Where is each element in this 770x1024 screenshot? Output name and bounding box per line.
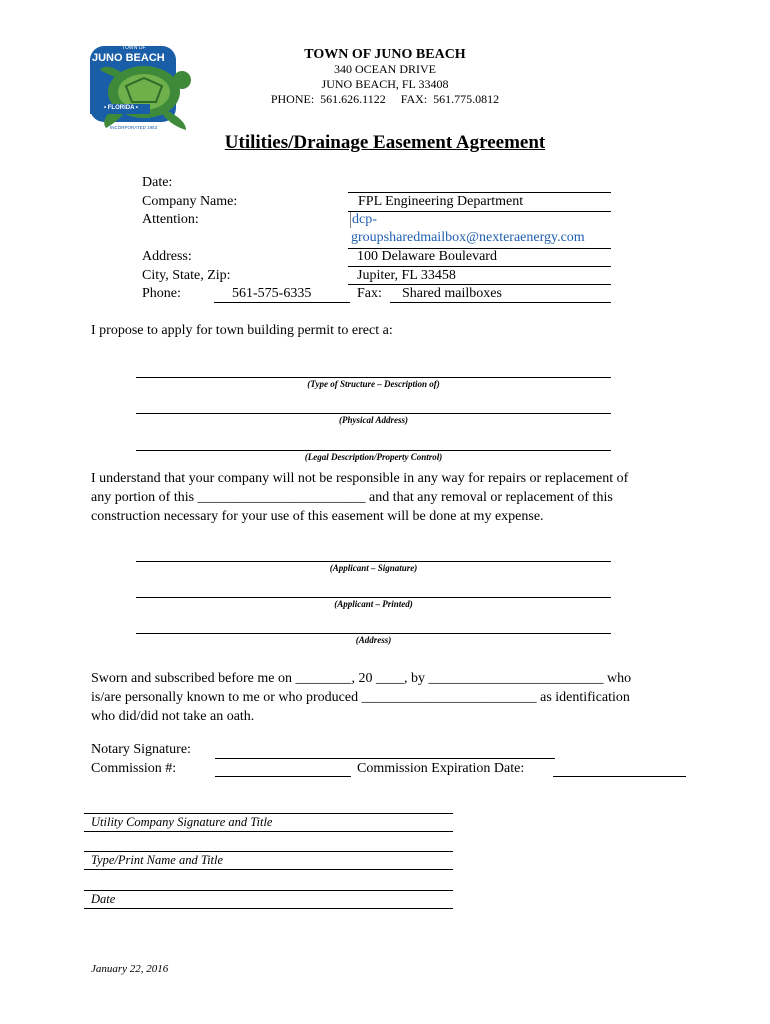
- applicant-address-caption: (Address): [355, 635, 392, 645]
- fax-value[interactable]: Shared mailboxes: [402, 286, 502, 301]
- company-value[interactable]: FPL Engineering Department: [358, 194, 524, 209]
- city-label: City, State, Zip:: [142, 268, 231, 283]
- company-label: Company Name:: [142, 194, 238, 209]
- sworn-line-2: is/are personally known to me or who produced _________________________ as identification: [91, 690, 630, 705]
- logo-incorporated: INCORPORATED 1953: [110, 125, 158, 130]
- sworn-line-3: who did/did not take an oath.: [91, 709, 255, 724]
- legal-caption: (Legal Description/Property Control): [304, 452, 443, 462]
- phone-underline: [214, 302, 350, 303]
- logo-name: JUNO BEACH: [92, 52, 165, 64]
- utility-signature-underline: [84, 831, 453, 832]
- org-name: TOWN OF JUNO BEACH: [304, 47, 466, 62]
- town-logo: [86, 44, 198, 134]
- print-name-line[interactable]: [84, 851, 453, 852]
- applicant-signature-caption: (Applicant – Signature): [329, 563, 418, 573]
- understand-line-3: construction necessary for your use of this easement will be done at my expense.: [91, 509, 544, 524]
- attention-value-2[interactable]: groupsharedmailbox@nexteraenergy.com: [351, 230, 585, 245]
- applicant-printed-caption: (Applicant – Printed): [334, 599, 413, 609]
- understand-paragraph: [91, 469, 681, 526]
- address-line-2: JUNO BEACH, FL 33408: [321, 77, 449, 91]
- address-label: Address:: [142, 249, 192, 264]
- applicant-signature-line[interactable]: [136, 561, 611, 562]
- fax-label: Fax:: [357, 286, 382, 301]
- phone-value[interactable]: 561-575-6335: [232, 286, 312, 301]
- utility-date-label: Date: [91, 892, 116, 906]
- structure-line[interactable]: [136, 377, 611, 378]
- logo-state: • FLORIDA •: [104, 105, 138, 111]
- applicant-printed-line[interactable]: [136, 597, 611, 598]
- utility-signature-label: Utility Company Signature and Title: [91, 815, 273, 829]
- expiration-line[interactable]: [553, 776, 686, 777]
- address-line-1: 340 OCEAN DRIVE: [334, 62, 436, 76]
- utility-date-line[interactable]: [84, 890, 453, 891]
- notary-signature-label: Notary Signature:: [91, 742, 191, 757]
- applicant-address-line[interactable]: [136, 633, 611, 634]
- phone-fax: PHONE: 561.626.1122 FAX: 561.775.0812: [270, 92, 500, 106]
- address-value[interactable]: 100 Delaware Boulevard: [357, 249, 497, 264]
- page-title: Utilities/Drainage Easement Agreement: [224, 132, 546, 153]
- footer-date: January 22, 2016: [91, 963, 169, 975]
- city-value[interactable]: Jupiter, FL 33458: [357, 268, 456, 283]
- understand-line-1: I understand that your company will not be responsible in any way for repairs or replacement of: [91, 471, 629, 486]
- print-name-label: Type/Print Name and Title: [91, 853, 224, 867]
- attention-label: Attention:: [142, 212, 199, 227]
- notary-signature-line[interactable]: [215, 758, 555, 759]
- logo-top-text: TOWN OF: [122, 45, 146, 51]
- understand-line-2: any portion of this ________________________ and that any removal or replacement of this: [91, 490, 613, 505]
- address-underline: [348, 266, 611, 267]
- sworn-paragraph: [91, 669, 691, 726]
- city-underline: [348, 284, 611, 285]
- utility-signature-line[interactable]: [84, 813, 453, 814]
- date-label: Date:: [142, 175, 173, 190]
- propose-text: I propose to apply for town building permit to erect a:: [91, 323, 393, 338]
- letterhead: [200, 47, 570, 107]
- company-underline: [348, 211, 611, 212]
- commission-line[interactable]: [215, 776, 351, 777]
- expiration-label: Commission Expiration Date:: [357, 761, 525, 776]
- structure-caption: (Type of Structure – Description of): [307, 379, 440, 389]
- print-name-underline: [84, 869, 453, 870]
- fax-underline: [390, 302, 611, 303]
- phone-label: Phone:: [142, 286, 181, 301]
- utility-date-underline: [84, 908, 453, 909]
- legal-line[interactable]: [136, 450, 611, 451]
- physical-address-line[interactable]: [136, 413, 611, 414]
- attention-value-1[interactable]: dcp-: [352, 212, 377, 227]
- physical-address-caption: (Physical Address): [339, 415, 408, 425]
- sworn-line-1: Sworn and subscribed before me on ________, 20 ____, by _________________________ who: [91, 671, 632, 686]
- company-line[interactable]: [348, 192, 611, 193]
- commission-label: Commission #:: [91, 761, 177, 776]
